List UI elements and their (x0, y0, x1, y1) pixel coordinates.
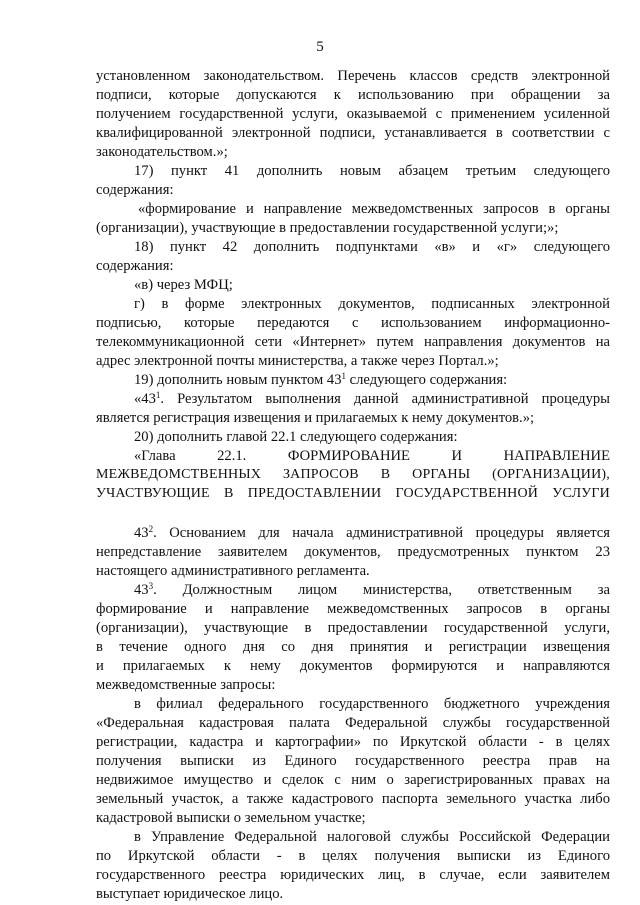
text-line: государственного реестра юридических лиц, в случае, если заявителем (96, 867, 610, 883)
text-line: является регистрация извещения и прилагаемых к нему документов.»; (96, 410, 535, 426)
superscript: 1 (155, 390, 161, 400)
superscript: 3 (148, 581, 154, 591)
text-line: получением государственной услуги, оказываемой с применением усиленной (96, 106, 610, 122)
text-fragment: . Результатом выполнения данной административной процедуры (160, 391, 610, 407)
text-line: получения выписки из Единого государственного реестра прав на (96, 753, 610, 769)
superscript: 2 (148, 524, 154, 534)
text-line: по Иркутской области - в целях получения выписки из Единого (96, 848, 610, 864)
text-line: и прилагаемых к нему документов формируются и направляются (96, 658, 610, 674)
text-fragment: . Основанием для начала административной процедуры является (153, 525, 610, 541)
text-line: содержания: (96, 258, 174, 274)
text-fragment: следующего содержания: (346, 372, 508, 388)
text-line (134, 524, 610, 542)
text-line: в Управление Федеральной налоговой службы Российской Федерации (134, 829, 610, 845)
text-line: недвижимое имущество и сделок с ним о зарегистрированных правах на (96, 772, 610, 788)
chapter-heading: УЧАСТВУЮЩИЕ В ПРЕДОСТАВЛЕНИИ ГОСУДАРСТВЕННОЙ УСЛУГИ (96, 486, 610, 501)
text-fragment: «43 (134, 391, 156, 407)
chapter-heading: МЕЖВЕДОМСТВЕННЫХ ЗАПРОСОВ В ОРГАНЫ (ОРГАНИЗАЦИИ), (96, 467, 610, 482)
text-line: законодательством.»; (96, 144, 228, 160)
text-line: содержания: (96, 182, 174, 198)
text-line: подписи, которые допускаются к использованию при обращении за (96, 87, 610, 103)
text-line: в течение одного дня со дня принятия и регистрации извещения (96, 639, 610, 655)
text-line: телекоммуникационной сети «Интернет» путем направления документов на (96, 334, 610, 350)
text-line: межведомственные запросы: (96, 677, 276, 693)
text-line: установленном законодательством. Перечень классов средств электронной (96, 68, 610, 84)
text-line: подписью, которые передаются с использованием информационно- (96, 315, 610, 331)
text-line (134, 581, 610, 599)
text-line (134, 371, 610, 389)
text-line: «в) через МФЦ; (134, 277, 233, 293)
text-fragment: 19) дополнить новым пунктом 43 (134, 372, 342, 388)
text-line: формирование и направление межведомственных запросов в органы (96, 601, 610, 617)
chapter-heading: «Глава 22.1. ФОРМИРОВАНИЕ И НАПРАВЛЕНИЕ (134, 448, 610, 464)
text-fragment: 43 (134, 525, 149, 541)
text-line: 20) дополнить главой 22.1 следующего содержания: (134, 429, 458, 445)
text-line: г) в форме электронных документов, подписанных электронной (134, 296, 610, 312)
text-line: в филиал федерального государственного бюджетного учреждения (134, 696, 610, 712)
text-fragment: . Должностным лицом министерства, ответственным за (153, 582, 610, 598)
text-fragment: 43 (134, 582, 149, 598)
text-line: 17) пункт 41 дополнить новым абзацем третьим следующего (134, 163, 610, 179)
text-line: (организации), участвующие в предоставлении государственной услуги, (96, 620, 610, 636)
text-line: регистрации, кадастра и картографии» по Иркутской области - в целях (96, 734, 610, 750)
text-line: выступает юридическое лицо. (96, 886, 284, 902)
text-line: «Федеральная кадастровая палата Федеральной службы государственной (96, 715, 610, 731)
text-line: 18) пункт 42 дополнить подпунктами «в» и «г» следующего (134, 239, 610, 255)
text-line: настоящего административного регламента. (96, 563, 370, 579)
text-line (134, 390, 610, 408)
text-line: земельный участок, а также кадастрового паспорта земельного участка либо (96, 791, 610, 807)
text-line: непредставление заявителем документов, предусмотренных пунктом 23 (96, 544, 610, 560)
text-line: (организации), участвующие в предоставлении государственной услуги;»; (96, 220, 559, 236)
page-number: 5 (316, 39, 324, 55)
text-line: квалифицированной электронной подписи, устанавливается в соответствии с (96, 125, 610, 141)
text-line: «формирование и направление межведомственных запросов в органы (138, 201, 610, 217)
superscript: 1 (341, 371, 347, 381)
text-line: адрес электронной почты министерства, а также через Портал.»; (96, 353, 499, 369)
text-line: кадастровой выписки о земельном участке; (96, 810, 366, 826)
